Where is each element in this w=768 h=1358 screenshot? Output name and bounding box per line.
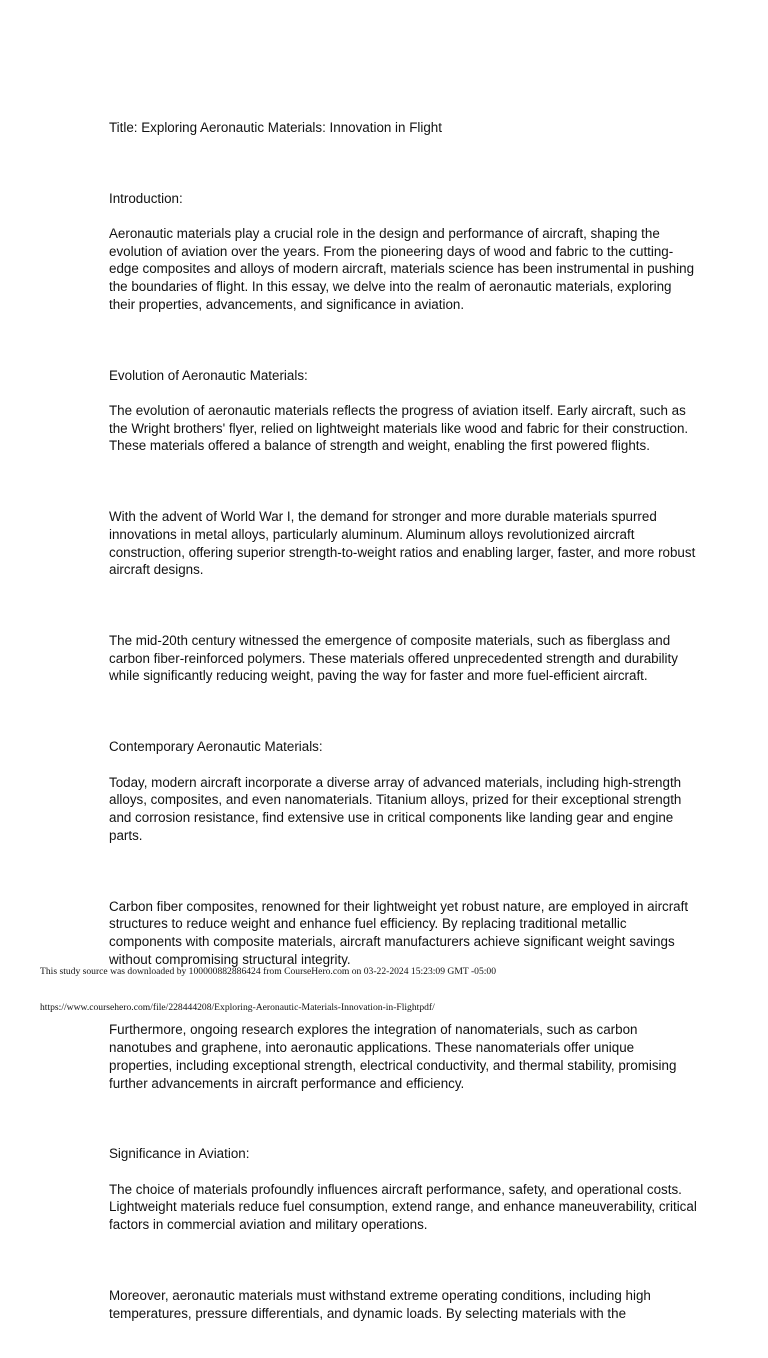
paragraph-block — [109, 490, 699, 596]
paragraph: Moreover, aeronautic materials must withstand extreme operating conditions, including high temperatures, pressure differentials, and dynamic loads. By selecting materials with the — [109, 1287, 651, 1321]
download-notice: This study source was downloaded by 100000882886424 from CourseHero.com on 03-22-2024 15:23:09 GMT -05:00 — [40, 966, 497, 977]
document-title-block — [109, 101, 699, 154]
source-url-link[interactable]: https://www.coursehero.com/file/228444208/Exploring-Aeronautic-Materials-Innovation-in-Flightpdf/ — [40, 1002, 435, 1013]
paragraph: The choice of materials profoundly influences aircraft performance, safety, and operational costs. Lightweight materials reduce fuel consumption, extend range, and enhance maneuverability, critical factors in commercial aviation and military operations. — [109, 1181, 697, 1233]
paragraph-block — [109, 1004, 699, 1110]
paragraph: Furthermore, ongoing research explores the integration of nanomaterials, such as carbon nanotubes and graphene, into aeronautic applications. These nanomaterials offer unique properties, including exceptional strength, electrical conductivity, and thermal stability, promising further advancements in aircraft performance and efficiency. — [109, 1022, 677, 1091]
paragraph: Today, modern aircraft incorporate a diverse array of advanced materials, including high-strength alloys, composites, and even nanomaterials. Titanium alloys, prized for their exceptional strength and corrosion resistance, find extensive use in critical components like landing gear and engine parts. — [109, 774, 682, 843]
document-title: Title: Exploring Aeronautic Materials: Innovation in Flight — [109, 119, 442, 135]
section-heading: Contemporary Aeronautic Materials: — [109, 739, 323, 755]
paragraph-block — [109, 614, 699, 703]
paragraph: Aeronautic materials play a crucial role in the design and performance of aircraft, shaping the evolution of aviation over the years. From the pioneering days of wood and fabric to the cutting-edge composites and alloys of modern aircraft, materials science has been instrumental in pushing the boundaries of flight. In this essay, we delve into the realm of aeronautic materials, exploring their properties, advancements, and significance in aviation. — [109, 225, 695, 312]
section-evolution — [109, 349, 699, 473]
paragraph: Carbon fiber composites, renowned for their lightweight yet robust nature, are employed in aircraft structures to reduce weight and enhance fuel efficiency. By replacing traditional metallic components with composite materials, aircraft manufacturers achieve significant weight savings without compromising structural integrity. — [109, 898, 689, 967]
paragraph: With the advent of World War I, the demand for stronger and more durable materials spurred innovations in metal alloys, particularly aluminum. Aluminum alloys revolutionized aircraft construction, offering superior strength-to-weight ratios and enabling larger, faster, and more robust aircraft designs. — [109, 509, 696, 578]
paragraph-block — [109, 1269, 699, 1340]
section-contemporary — [109, 721, 699, 863]
paragraph: The evolution of aeronautic materials reflects the progress of aviation itself. Early aircraft, such as the Wright brothers' flyer, relied on lightweight materials like wood and fabric for their construction. These materials offered a balance of strength and weight, enabling the first powered flights. — [109, 402, 689, 454]
document-body — [109, 101, 699, 1358]
paragraph: The mid-20th century witnessed the emergence of composite materials, such as fiberglass and carbon fiber-reinforced polymers. These materials offered unprecedented strength and durability while significantly reducing weight, paving the way for faster and more fuel-efficient aircraft. — [109, 633, 678, 684]
section-heading: Evolution of Aeronautic Materials: — [109, 367, 308, 383]
section-heading: Significance in Aviation: — [109, 1146, 250, 1162]
section-introduction — [109, 172, 699, 331]
section-heading: Introduction: — [109, 190, 183, 206]
section-significance — [109, 1128, 699, 1252]
